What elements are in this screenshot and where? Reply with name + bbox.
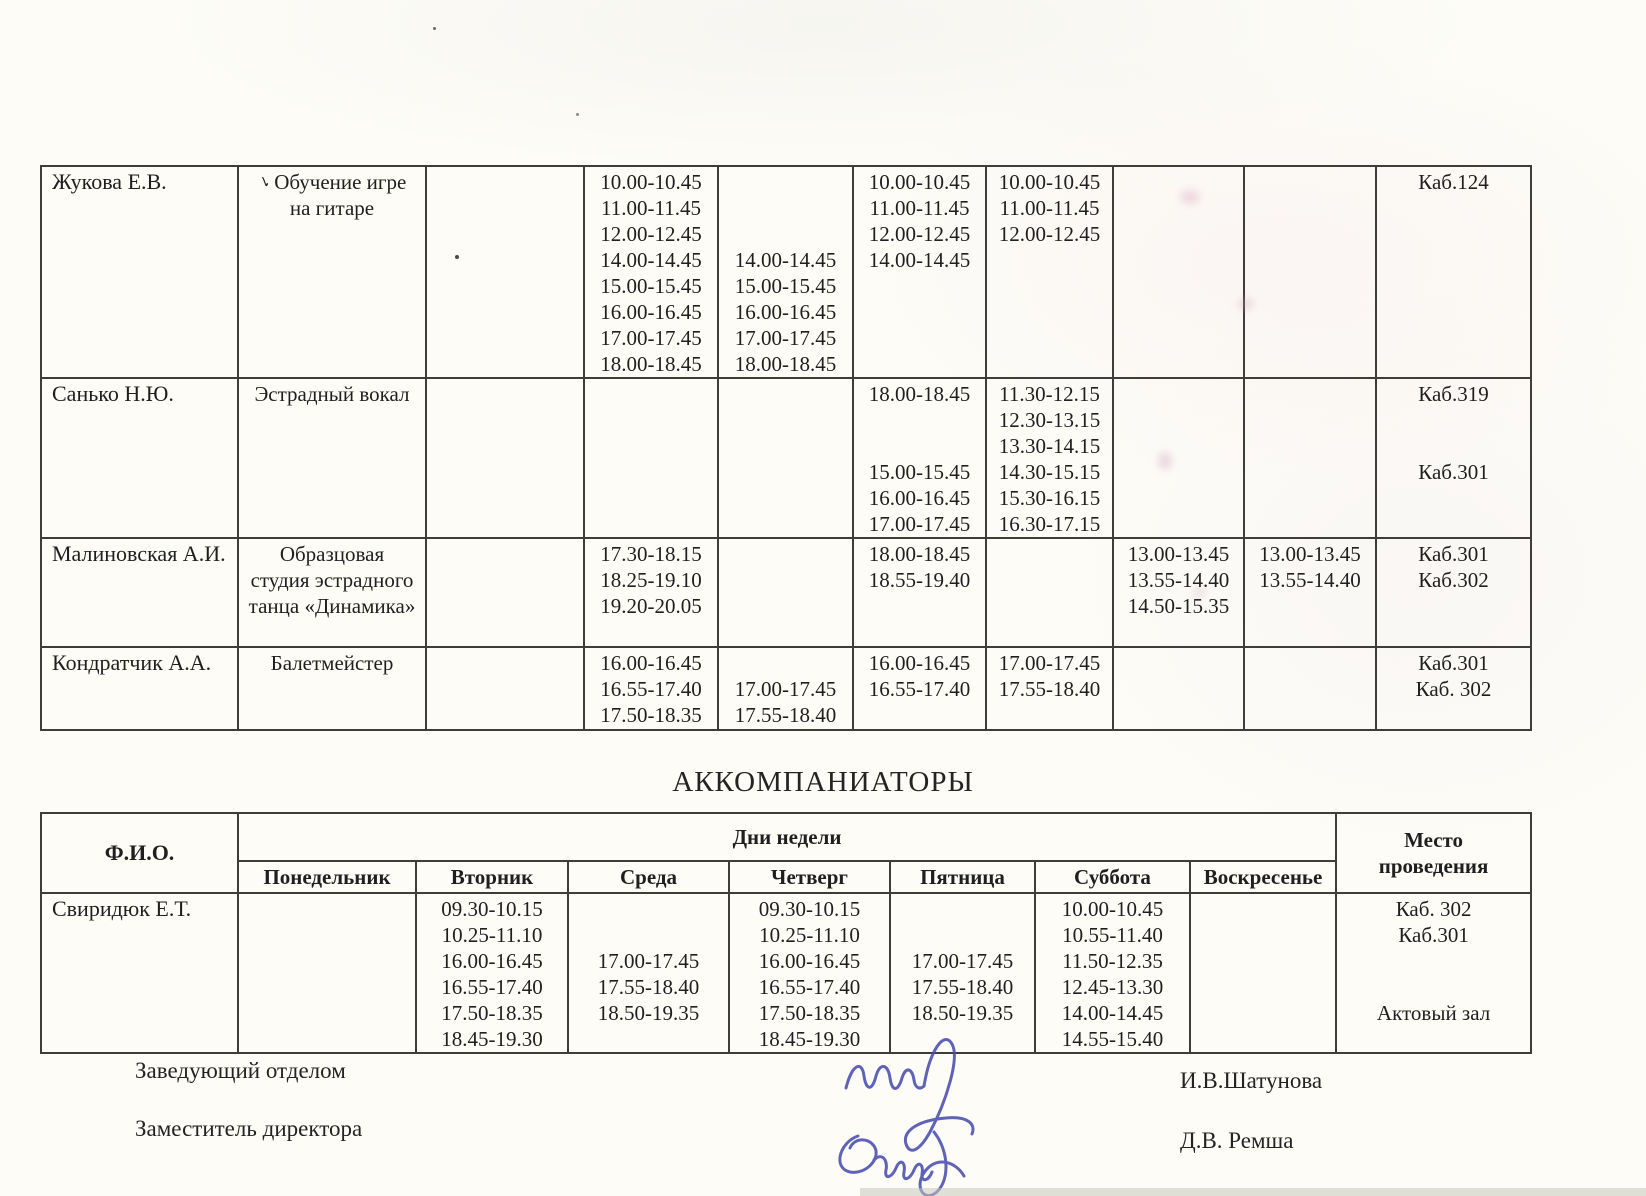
cell-line: 12.00-12.45: [998, 222, 1101, 246]
schedule-cell-fri: [986, 378, 1113, 538]
cell-line: 10.00-10.45: [1061, 897, 1164, 921]
schedule-table: [40, 165, 1532, 731]
cell-line: 16.00-16.45: [758, 949, 861, 973]
cell-line: 16.55-17.40: [868, 677, 971, 701]
cell-line: [891, 896, 1034, 922]
cell-line: Эстрадный вокал: [254, 382, 410, 406]
day-header-thu: Четверг: [729, 861, 890, 893]
schedule-cell-sun: [1244, 538, 1376, 647]
cell-line: 17.55-18.40: [734, 703, 837, 727]
cell-line: 09.30-10.15: [758, 897, 861, 921]
schedule-cell-wed: [718, 538, 853, 647]
handwritten-check-mark: ✓: [255, 173, 272, 193]
teacher-name-cell: [41, 166, 238, 378]
days-group-header: Дни недели: [238, 813, 1336, 861]
cell-line: 11.00-11.45: [869, 196, 970, 220]
scan-speck: [576, 113, 579, 116]
schedule-cell-tue: [584, 538, 718, 647]
cell-line: 16.30-17.15: [998, 512, 1101, 536]
cell-line: Жукова Е.В.: [52, 169, 167, 194]
cell-line: 19.20-20.05: [600, 594, 702, 618]
day-header-mon: Понедельник: [238, 861, 416, 893]
cell-line: 12.45-13.30: [1061, 975, 1164, 999]
cell-line: 11.30-12.15: [999, 382, 1100, 406]
signatory-title: Заместитель директора: [135, 1116, 363, 1141]
location-cell: [1376, 166, 1531, 378]
cell-line: 17.55-18.40: [998, 677, 1101, 701]
cell-line: Каб. 302: [1415, 677, 1492, 701]
cell-line: Балетмейстер: [270, 651, 394, 675]
accompanists-table: [40, 812, 1532, 1054]
cell-line: 18.50-19.35: [911, 1001, 1014, 1025]
accompanist-row: [41, 893, 1531, 1053]
cell-line: 17.00-17.45: [868, 512, 971, 536]
cell-line: 17.00-17.45: [998, 651, 1101, 675]
cell-line: [1377, 433, 1530, 459]
cell-line: 16.00-16.45: [600, 651, 702, 675]
cell-line: 16.00-16.45: [600, 300, 702, 324]
cell-line: 16.55-17.40: [441, 975, 543, 999]
cell-line: 17.30-18.15: [600, 542, 702, 566]
cell-line: [719, 195, 852, 221]
cell-line: 13.00-13.45: [1259, 542, 1361, 566]
signature-ink: [822, 1036, 1042, 1196]
schedule-cell-wed: [718, 378, 853, 538]
cell-line: 14.00-14.45: [734, 248, 837, 272]
cell-line: [854, 407, 985, 433]
cell-line: 18.45-19.30: [758, 1027, 861, 1051]
day-header-sun: Воскресенье: [1190, 861, 1336, 893]
cell-line: 12.00-12.45: [600, 222, 702, 246]
cell-line: [1337, 974, 1530, 1000]
cell-line: [1377, 407, 1530, 433]
cell-line: 14.00-14.45: [1061, 1001, 1164, 1025]
cell-line: 17.00-17.45: [600, 326, 702, 350]
cell-line: 13.00-13.45: [1127, 542, 1230, 566]
schedule-cell-thu: [853, 166, 986, 378]
schedule-cell-fri: [986, 647, 1113, 730]
cell-line: 18.50-19.35: [597, 1001, 700, 1025]
cell-line: 18.45-19.30: [441, 1027, 543, 1051]
cell-line: 17.00-17.45: [734, 677, 837, 701]
schedule-cell-sat: [1035, 893, 1190, 1053]
cell-line: 14.50-15.35: [1127, 594, 1230, 618]
cell-line: 18.00-18.45: [868, 542, 971, 566]
fio-header: Ф.И.О.: [41, 813, 238, 893]
cell-line: 14.00-14.45: [868, 248, 971, 272]
schedule-cell-sun: [1244, 647, 1376, 730]
schedule-row: [41, 378, 1531, 538]
schedule-cell-sat: [1113, 647, 1244, 730]
schedule-cell-fri: [986, 166, 1113, 378]
cell-line: 13.55-14.40: [1127, 568, 1230, 592]
cell-line: ✓ Обучение игре: [239, 169, 425, 195]
schedule-cell-mon: [238, 893, 416, 1053]
cell-line: 17.50-18.35: [441, 1001, 543, 1025]
schedule-cell-tue: [416, 893, 568, 1053]
schedule-row: [41, 647, 1531, 730]
cell-line: 10.00-10.45: [998, 170, 1101, 194]
cell-line: 10.00-10.45: [600, 170, 702, 194]
cell-line: 14.55-15.40: [1061, 1027, 1164, 1051]
accompanist-name-cell: [41, 893, 238, 1053]
schedule-cell-sat: [1113, 538, 1244, 647]
cell-line: на гитаре: [289, 196, 375, 220]
schedule-cell-wed: [718, 166, 853, 378]
cell-line: 18.00-18.45: [868, 382, 971, 406]
schedule-cell-sat: [1113, 378, 1244, 538]
schedule-cell-mon: [426, 166, 584, 378]
schedule-cell-sun: [1244, 378, 1376, 538]
cell-line: 16.55-17.40: [758, 975, 861, 999]
teacher-name-cell: [41, 378, 238, 538]
cell-line: [719, 169, 852, 195]
schedule-row: [41, 166, 1531, 378]
cell-line: 14.00-14.45: [600, 248, 702, 272]
header-row-group: [41, 813, 1531, 861]
cell-line: Каб. 302: [1395, 897, 1472, 921]
location-header: [1336, 813, 1531, 893]
schedule-cell-wed: [568, 893, 729, 1053]
day-header-sat: Суббота: [1035, 861, 1190, 893]
day-header-wed: Среда: [568, 861, 729, 893]
schedule-cell-thu: [729, 893, 890, 1053]
cell-line: 15.30-16.15: [998, 486, 1101, 510]
cell-line: Каб.301: [1418, 651, 1489, 675]
activity-cell: [238, 378, 426, 538]
activity-cell: [238, 166, 426, 378]
location-header-line2: проведения: [1378, 854, 1489, 878]
cell-line: 09.30-10.15: [441, 897, 543, 921]
location-cell: [1376, 647, 1531, 730]
cell-line: Образцовая: [279, 542, 385, 566]
schedule-cell-tue: [584, 166, 718, 378]
scan-speck: [433, 27, 436, 30]
cell-line: 17.55-18.40: [911, 975, 1014, 999]
schedule-cell-thu: [853, 538, 986, 647]
cell-line: 14.30-15.15: [998, 460, 1101, 484]
cell-line: 13.55-14.40: [1259, 568, 1361, 592]
teacher-name-cell: [41, 647, 238, 730]
cell-line: [569, 922, 728, 948]
location-cell: [1376, 378, 1531, 538]
cell-line: Каб.301: [1418, 542, 1489, 566]
cell-line: 15.00-15.45: [600, 274, 702, 298]
location-cell: [1336, 893, 1531, 1053]
schedule-cell-fri: [890, 893, 1035, 1053]
cell-line: Санько Н.Ю.: [52, 381, 174, 406]
schedule-cell-fri: [986, 538, 1113, 647]
cell-line: 18.00-18.45: [734, 352, 837, 376]
day-header-fri: Пятница: [890, 861, 1035, 893]
cell-line: 16.00-16.45: [441, 949, 543, 973]
cell-line: 10.00-10.45: [868, 170, 971, 194]
cell-line: 13.30-14.15: [998, 434, 1101, 458]
cell-line: 10.25-11.10: [441, 923, 543, 947]
cell-line: Каб.319: [1418, 382, 1489, 406]
location-cell: [1376, 538, 1531, 647]
cell-line: 10.25-11.10: [759, 923, 860, 947]
cell-line: 12.00-12.45: [868, 222, 971, 246]
cell-line: 17.00-17.45: [911, 949, 1014, 973]
cell-line: [719, 650, 852, 676]
signatory-title: Заведующий отделом: [135, 1058, 346, 1083]
cell-line: 17.50-18.35: [758, 1001, 861, 1025]
schedule-cell-mon: [426, 378, 584, 538]
cell-line: Свиридюк Е.Т.: [52, 896, 192, 921]
schedule-cell-tue: [584, 647, 718, 730]
schedule-cell-mon: [426, 647, 584, 730]
schedule-row: [41, 538, 1531, 647]
cell-line: 12.30-13.15: [998, 408, 1101, 432]
cell-line: Каб.301: [1418, 460, 1489, 484]
header-row-days: [41, 861, 1531, 893]
cell-line: 18.25-19.10: [600, 568, 702, 592]
cell-line: Кондратчик А.А.: [52, 650, 212, 675]
cell-line: [854, 433, 985, 459]
accompanists-title: АККОМПАНИАТОРЫ: [672, 766, 974, 798]
activity-cell: [238, 538, 426, 647]
cell-line: 10.55-11.40: [1062, 923, 1163, 947]
schedule-cell-mon: [426, 538, 584, 647]
cell-line: студия эстрадного: [250, 568, 414, 592]
cell-line: [891, 922, 1034, 948]
cell-line: 18.00-18.45: [600, 352, 702, 376]
schedule-cell-sun: [1244, 166, 1376, 378]
cell-line: 11.00-11.45: [601, 196, 701, 220]
cell-line: Каб.302: [1418, 568, 1489, 592]
day-header-tue: Вторник: [416, 861, 568, 893]
cell-line: 16.55-17.40: [600, 677, 702, 701]
schedule-cell-thu: [853, 647, 986, 730]
cell-line: 16.00-16.45: [734, 300, 837, 324]
cell-line: 17.00-17.45: [597, 949, 700, 973]
activity-cell: [238, 647, 426, 730]
cell-line: 17.00-17.45: [734, 326, 837, 350]
cell-line: 18.55-19.40: [868, 568, 971, 592]
location-header-line1: Место: [1404, 828, 1464, 852]
schedule-cell-tue: [584, 378, 718, 538]
signatory-name: И.В.Шатунова: [1180, 1068, 1323, 1093]
cell-line: Малиновская А.И.: [52, 541, 226, 566]
cell-line: Актовый зал: [1376, 1001, 1491, 1025]
scan-edge-shadow: [860, 1188, 1646, 1196]
cell-line: Каб.124: [1418, 170, 1489, 194]
cell-line: 16.00-16.45: [868, 651, 971, 675]
cell-line: Каб.301: [1398, 923, 1469, 947]
cell-line: 17.50-18.35: [600, 703, 702, 727]
schedule-cell-wed: [718, 647, 853, 730]
cell-line: [1337, 948, 1530, 974]
cell-line: 15.00-15.45: [868, 460, 971, 484]
schedule-cell-thu: [853, 378, 986, 538]
teacher-name-cell: [41, 538, 238, 647]
cell-line: [569, 896, 728, 922]
schedule-cell-sat: [1113, 166, 1244, 378]
cell-line: 11.00-11.45: [999, 196, 1100, 220]
cell-line: 11.50-12.35: [1062, 949, 1163, 973]
cell-line: 17.55-18.40: [597, 975, 700, 999]
cell-line: 16.00-16.45: [868, 486, 971, 510]
schedule-cell-sun: [1190, 893, 1336, 1053]
signatory-name: Д.В. Ремша: [1180, 1128, 1294, 1153]
cell-line: танца «Динамика»: [248, 594, 416, 618]
cell-line: [719, 221, 852, 247]
cell-line: 15.00-15.45: [734, 274, 837, 298]
